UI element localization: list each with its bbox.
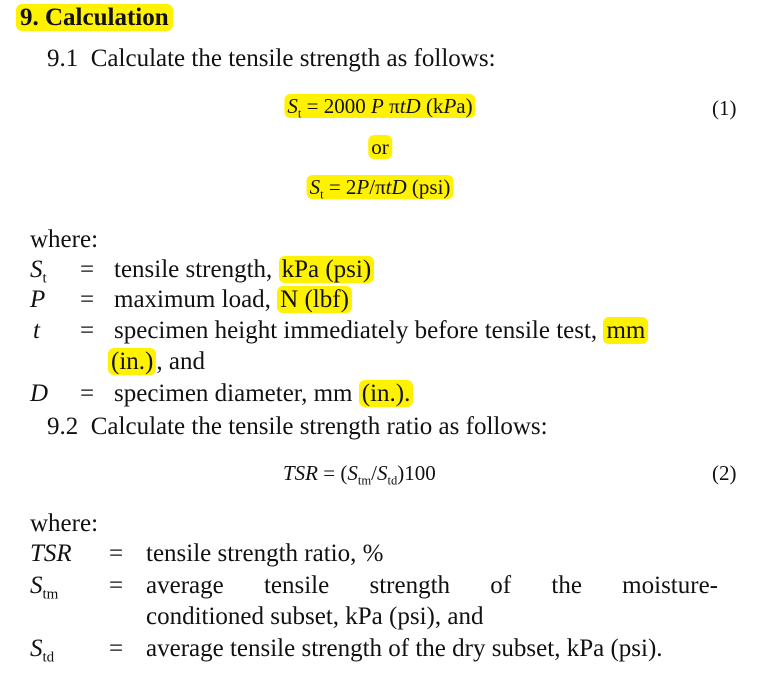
- var-p: P: [356, 175, 370, 199]
- subscript: t: [297, 106, 302, 121]
- eq-part: = 2000: [301, 94, 371, 118]
- symbol-text: S: [30, 572, 43, 599]
- def-equals: =: [80, 256, 95, 283]
- def-text: [114, 380, 413, 408]
- var-tsr: TSR: [283, 461, 319, 485]
- section-number: 9.: [20, 4, 39, 31]
- def-symbol: t: [33, 317, 40, 344]
- eq-part: (psi): [406, 175, 451, 199]
- def-unit-highlight: mm: [603, 317, 648, 344]
- paragraph-number: 9.1: [47, 45, 79, 72]
- def-symbol: [30, 635, 54, 666]
- where-label-1: where:: [30, 226, 99, 253]
- subscript: tm: [42, 586, 59, 603]
- subscript: t: [42, 270, 47, 287]
- section-heading-highlight: [16, 4, 173, 31]
- equation-1-number: (1): [712, 96, 737, 120]
- def-unit-highlight: kPa (psi): [279, 256, 375, 283]
- var-p: P: [371, 94, 384, 118]
- section-heading: [16, 4, 173, 32]
- var-td: tD: [399, 94, 421, 118]
- paragraph-9-2: [47, 413, 548, 441]
- paragraph-number: 9.2: [47, 413, 79, 440]
- def-equals: =: [80, 380, 95, 407]
- equation-2: [283, 461, 436, 488]
- equation-2-number: (2): [712, 461, 737, 485]
- def-equals: =: [109, 635, 124, 662]
- subscript: td: [387, 473, 398, 488]
- def-desc: specimen height immediately before tensile test,: [114, 317, 604, 344]
- var-s: S: [309, 175, 321, 199]
- def-text: average tensile strength of the moisture-: [146, 572, 718, 599]
- subscript: td: [42, 649, 55, 666]
- def-text: [114, 317, 648, 345]
- def-equals: =: [109, 572, 124, 599]
- def-equals: =: [80, 286, 95, 313]
- eq-part: a): [456, 94, 473, 118]
- def-text-continued: [108, 348, 205, 376]
- def-unit-highlight: (in.): [108, 348, 156, 375]
- def-text-continued: conditioned subset, kPa (psi), and: [146, 603, 484, 630]
- equation-1-alt: [307, 175, 454, 202]
- subscript: t: [320, 187, 324, 202]
- section-title: Calculation: [45, 4, 169, 31]
- eq-part: /: [371, 461, 377, 485]
- def-symbol: P: [30, 286, 46, 313]
- or-text: [368, 135, 392, 160]
- paragraph-text: Calculate the tensile strength ratio as follows:: [90, 413, 548, 440]
- eq-part: = 2: [323, 175, 357, 199]
- subscript: tm: [357, 473, 372, 488]
- eq-part: π: [383, 94, 400, 118]
- def-text: average tensile strength of the dry subset, kPa (psi).: [146, 635, 663, 662]
- var-s: S: [287, 94, 298, 118]
- def-text: [114, 256, 374, 284]
- or-highlight: or: [368, 135, 392, 159]
- def-desc: , and: [156, 348, 205, 375]
- var-td: tD: [385, 175, 407, 199]
- def-unit-highlight: (in.).: [359, 380, 414, 407]
- def-equals: =: [80, 317, 95, 344]
- var-s: S: [347, 461, 358, 485]
- equation-1: [284, 94, 475, 121]
- def-symbol: [30, 572, 58, 603]
- def-text: [114, 286, 352, 314]
- paragraph-text: Calculate the tensile strength as follows:: [90, 45, 496, 72]
- symbol-text: S: [30, 256, 43, 283]
- def-text: tensile strength ratio, %: [146, 540, 384, 567]
- equation-1-highlight: [284, 94, 475, 121]
- def-desc: specimen diameter, mm: [114, 380, 359, 407]
- def-desc: maximum load,: [114, 286, 278, 313]
- def-symbol: [30, 256, 47, 287]
- def-symbol: TSR: [30, 540, 72, 567]
- def-equals: =: [109, 540, 124, 567]
- def-desc: tensile strength,: [114, 256, 279, 283]
- paragraph-9-1: [47, 45, 496, 73]
- eq-part: /π: [369, 175, 386, 199]
- var-pa: P: [443, 94, 457, 118]
- equation-1-alt-highlight: [307, 175, 454, 202]
- eq-part: )100: [397, 461, 436, 485]
- symbol-text: S: [30, 635, 43, 662]
- eq-part: = (: [318, 461, 348, 485]
- where-label-2: where:: [30, 510, 99, 537]
- var-s: S: [377, 461, 388, 485]
- def-unit-highlight: N (lbf): [277, 286, 352, 313]
- eq-part: (k: [420, 94, 444, 118]
- def-symbol: D: [30, 380, 49, 407]
